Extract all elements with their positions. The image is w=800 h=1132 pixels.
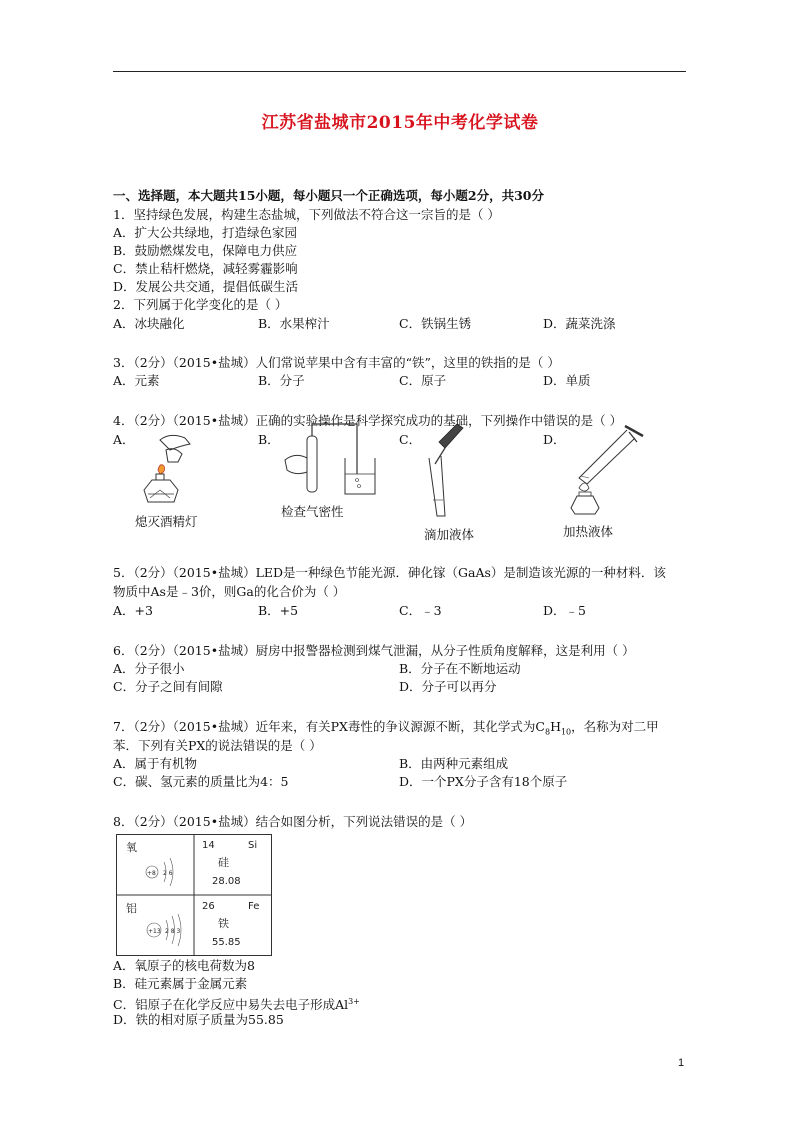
q3-option-c: C．原子 — [399, 373, 447, 388]
q6-option-a: A．分子很小 — [113, 661, 185, 676]
q4-option-c: C． — [399, 432, 422, 447]
q8-option-b: B．硅元素属于金属元素 — [113, 976, 248, 991]
q2-option-d: D．蔬菜洗涤 — [543, 316, 616, 331]
airtightness-figure — [275, 418, 385, 500]
q1-option-d: D．发展公共交通，提倡低碳生活 — [113, 279, 299, 294]
q5-stem-line1: 5．（2分）（2015•盐城）LED是一种绿色节能光源．砷化镓（GaAs）是制造该光源的一种材料．该 — [113, 565, 666, 580]
si-number: 14 — [202, 840, 215, 851]
q4-option-d: D． — [543, 432, 566, 447]
q8-option-d: D．铁的相对原子质量为55.85 — [113, 1012, 284, 1027]
si-mass: 28.08 — [212, 876, 241, 887]
q5-stem-line2: 物质中As是﹣3价，则Ga的化合价为（ ） — [113, 584, 346, 599]
q5-option-a: A．+3 — [113, 603, 153, 618]
q2-option-b: B．水果榨汁 — [258, 316, 330, 331]
q3-option-b: B．分子 — [258, 373, 305, 388]
q3-option-d: D．单质 — [543, 373, 591, 388]
al-nucleus: +13 — [148, 928, 161, 935]
q6-option-b: B．分子在不断地运动 — [399, 661, 521, 676]
q1-stem: 1．坚持绿色发展，构建生态盐城，下列做法不符合这一宗旨的是（ ） — [113, 207, 500, 222]
q3-option-a: A．元素 — [113, 373, 160, 388]
q1-option-b: B．鼓励燃煤发电，保障电力供应 — [113, 243, 298, 258]
q1-option-c: C．禁止秸杆燃烧，减轻雾霾影响 — [113, 261, 298, 276]
page-title: 江苏省盐城市2015年中考化学试卷 — [261, 113, 539, 133]
dropper-figure — [415, 420, 475, 520]
fe-symbol: Fe — [248, 901, 260, 912]
caption-b: 检查气密性 — [281, 504, 344, 519]
o-shells: 2 6 — [163, 870, 173, 877]
caption-c: 滴加液体 — [424, 527, 475, 542]
q5-option-c: C．﹣3 — [399, 603, 442, 618]
q5-option-d: D．﹣5 — [543, 603, 586, 618]
q7-stem-line1: 7．（2分）（2015•盐城）近年来，有关PX毒性的争议源源不断，其化学式为$C_8H_{10}$，名称为对二甲 — [113, 719, 659, 737]
o-name: 氧 — [126, 841, 137, 854]
q4-stem: 4．（2分）（2015•盐城）正确的实验操作是科学探究成功的基础，下列操作中错误的是（ ） — [113, 413, 623, 428]
alcohol-lamp-figure — [130, 432, 220, 512]
q2-option-a: A．冰块融化 — [113, 316, 185, 331]
q2-option-c: C．铁锅生锈 — [399, 316, 472, 331]
element-table-figure — [116, 834, 272, 956]
page-number: 1 — [678, 1057, 685, 1069]
section-header: 一、选择题，本大题共15小题，每小题只一个正确选项，每小题2分，共30分 — [113, 188, 544, 203]
al-name: 铝 — [126, 902, 137, 915]
q6-option-d: D．分子可以再分 — [399, 679, 497, 694]
q8-stem: 8．（2分）（2015•盐城）结合如图分析，下列说法错误的是（ ） — [113, 814, 473, 829]
q7-stem-line2: 苯．下列有关PX的说法错误的是（ ） — [113, 738, 322, 753]
q7-option-d: D．一个PX分子含有18个原子 — [399, 774, 568, 789]
q7-option-a: A．属于有机物 — [113, 756, 198, 771]
fe-mass: 55.85 — [212, 937, 241, 948]
caption-d: 加热液体 — [563, 524, 614, 539]
q6-stem: 6．（2分）（2015•盐城）厨房中报警器检测到煤气泄漏，从分子性质角度解释，这是利用（ ） — [113, 643, 635, 658]
q1-option-a: A．扩大公共绿地，打造绿色家园 — [113, 225, 298, 240]
header-rule — [113, 71, 686, 72]
q6-option-c: C．分子之间有间隙 — [113, 679, 223, 694]
o-nucleus: +8 — [147, 870, 156, 877]
fe-number: 26 — [202, 901, 215, 912]
q4-option-a: A． — [113, 432, 135, 447]
heating-figure — [555, 418, 655, 518]
caption-a: 熄灭酒精灯 — [135, 514, 198, 529]
q7-option-b: B．由两种元素组成 — [399, 756, 509, 771]
al-shells: 2 8 3 — [165, 928, 181, 935]
q8-option-a: A．氧原子的核电荷数为8 — [113, 958, 255, 973]
q8-option-c: C．铝原子在化学反应中易失去电子形成$Al^{3+}$ — [113, 997, 360, 1013]
q5-option-b: B．+5 — [258, 603, 299, 618]
si-name: 硅 — [218, 856, 229, 869]
q4-option-b: B． — [258, 432, 280, 447]
q3-stem: 3．（2分）（2015•盐城）人们常说苹果中含有丰富的“铁”，这里的铁指的是（ ） — [113, 355, 560, 370]
si-symbol: Si — [248, 840, 258, 851]
q2-stem: 2．下列属于化学变化的是（ ） — [113, 297, 288, 312]
q7-option-c: C．碳、氢元素的质量比为4：5 — [113, 774, 289, 789]
fe-name: 铁 — [218, 917, 229, 930]
